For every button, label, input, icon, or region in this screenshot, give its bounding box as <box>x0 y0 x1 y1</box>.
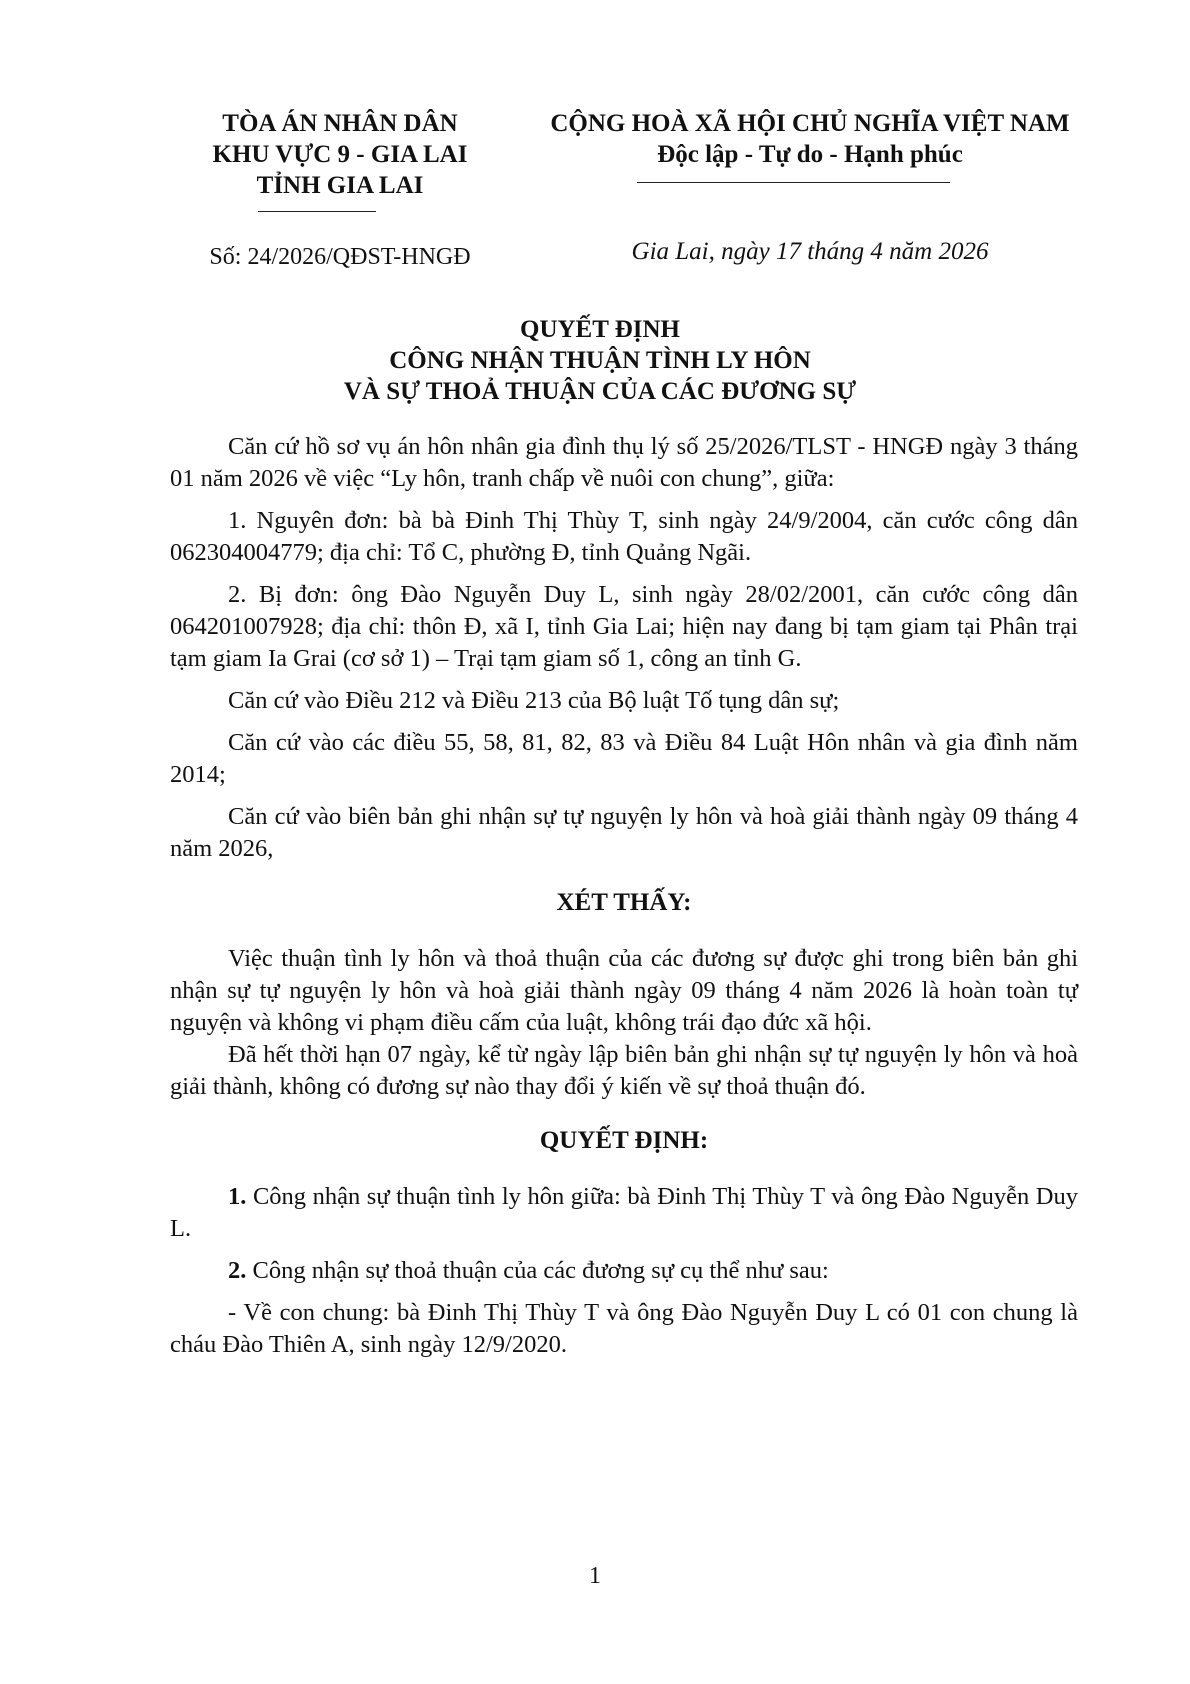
decision-number: 2. <box>228 1257 247 1284</box>
decision-heading: QUYẾT ĐỊNH: <box>539 1127 709 1154</box>
nation-line: CỘNG HOÀ XÃ HỘI CHỦ NGHĨA VIỆT NAM <box>550 110 1070 137</box>
motto: Độc lập - Tự do - Hạnh phúc <box>657 141 963 168</box>
court-line: TỈNH GIA LAI <box>256 172 424 199</box>
decision-text: Công nhận sự thuận tình ly hôn giữa: bà Đinh Thị Thùy T và ông Đào Nguyễn Duy L. <box>170 1183 1078 1242</box>
court-line: TÒA ÁN NHÂN DÂN <box>222 110 458 137</box>
court-divider <box>258 211 376 212</box>
findings-paragraph: Đã hết thời hạn 07 ngày, kể từ ngày lập biên bản ghi nhận sự tự nguyện ly hôn và hoà giải thành, không có đương sự nào thay đổi ý kiến về sự thoả thuận đó. <box>170 1041 1078 1100</box>
decision-text: Công nhận sự thoả thuận của các đương sự cụ thể như sau: <box>246 1257 829 1284</box>
decision-item <box>170 1181 1078 1245</box>
document-title <box>160 314 1040 407</box>
decision-item <box>170 1255 1078 1287</box>
title-line: CÔNG NHẬN THUẬN TÌNH LY HÔN <box>389 347 811 374</box>
place-date: Gia Lai, ngày 17 tháng 4 năm 2026 <box>631 238 989 265</box>
findings-heading: XÉT THẤY: <box>556 889 692 916</box>
court-line: KHU VỰC 9 - GIA LAI <box>212 141 468 168</box>
findings-paragraph: Việc thuận tình ly hôn và thoả thuận của các đương sự được ghi trong biên bản ghi nhận sự tự nguyện ly hôn và hoà giải thành ngày 09 tháng 4 năm 2026 là hoàn toàn tự nguyện và không vi phạm điều cấm của luật, không trái đạo đức xã hội. <box>170 945 1078 1036</box>
motto-underline <box>637 182 950 183</box>
title-line: QUYẾT ĐỊNH <box>520 316 680 343</box>
court-name <box>170 108 510 201</box>
document-body <box>170 431 1078 1371</box>
title-line: VÀ SỰ THOẢ THUẬN CỦA CÁC ĐƯƠNG SỰ <box>343 378 857 405</box>
plaintiff-paragraph: 1. Nguyên đơn: bà bà Đinh Thị Thùy T, sinh ngày 24/9/2004, căn cước công dân 062304004779; địa chỉ: Tổ C, phường Đ, tỉnh Quảng Ngãi. <box>170 507 1078 566</box>
decision-number: 1. <box>228 1183 247 1210</box>
legal-basis-paragraph: Căn cứ vào các điều 55, 58, 81, 82, 83 và Điều 84 Luật Hôn nhân và gia đình năm 2014; <box>170 729 1078 788</box>
legal-basis-paragraph: Căn cứ vào biên bản ghi nhận sự tự nguyện ly hôn và hoà giải thành ngày 09 tháng 4 năm 2026, <box>170 803 1078 862</box>
child-paragraph: - Về con chung: bà Đinh Thị Thùy T và ông Đào Nguyễn Duy L có 01 con chung là cháu Đào Thiên A, sinh ngày 12/9/2020. <box>170 1299 1078 1358</box>
legal-basis-paragraph: Căn cứ vào Điều 212 và Điều 213 của Bộ luật Tố tụng dân sự; <box>228 687 840 714</box>
defendant-paragraph: 2. Bị đơn: ông Đào Nguyễn Duy L, sinh ngày 28/02/2001, căn cước công dân 064201007928; địa chỉ: thôn Đ, xã I, tỉnh Gia Lai; hiện nay đang bị tạm giam tại Phân trại tạm giam Ia Grai (cơ sở 1) – Trại tạm giam số 1, công an tỉnh G. <box>170 581 1078 672</box>
document-number: Số: 24/2026/QĐST-HNGĐ <box>209 244 471 270</box>
intro-paragraph: Căn cứ hồ sơ vụ án hôn nhân gia đình thụ lý số 25/2026/TLST - HNGĐ ngày 3 tháng 01 năm 2026 về việc “Ly hôn, tranh chấp về nuôi con chung”, giữa: <box>170 433 1078 492</box>
page-number: 1 <box>589 1563 601 1589</box>
national-header <box>510 108 1110 170</box>
